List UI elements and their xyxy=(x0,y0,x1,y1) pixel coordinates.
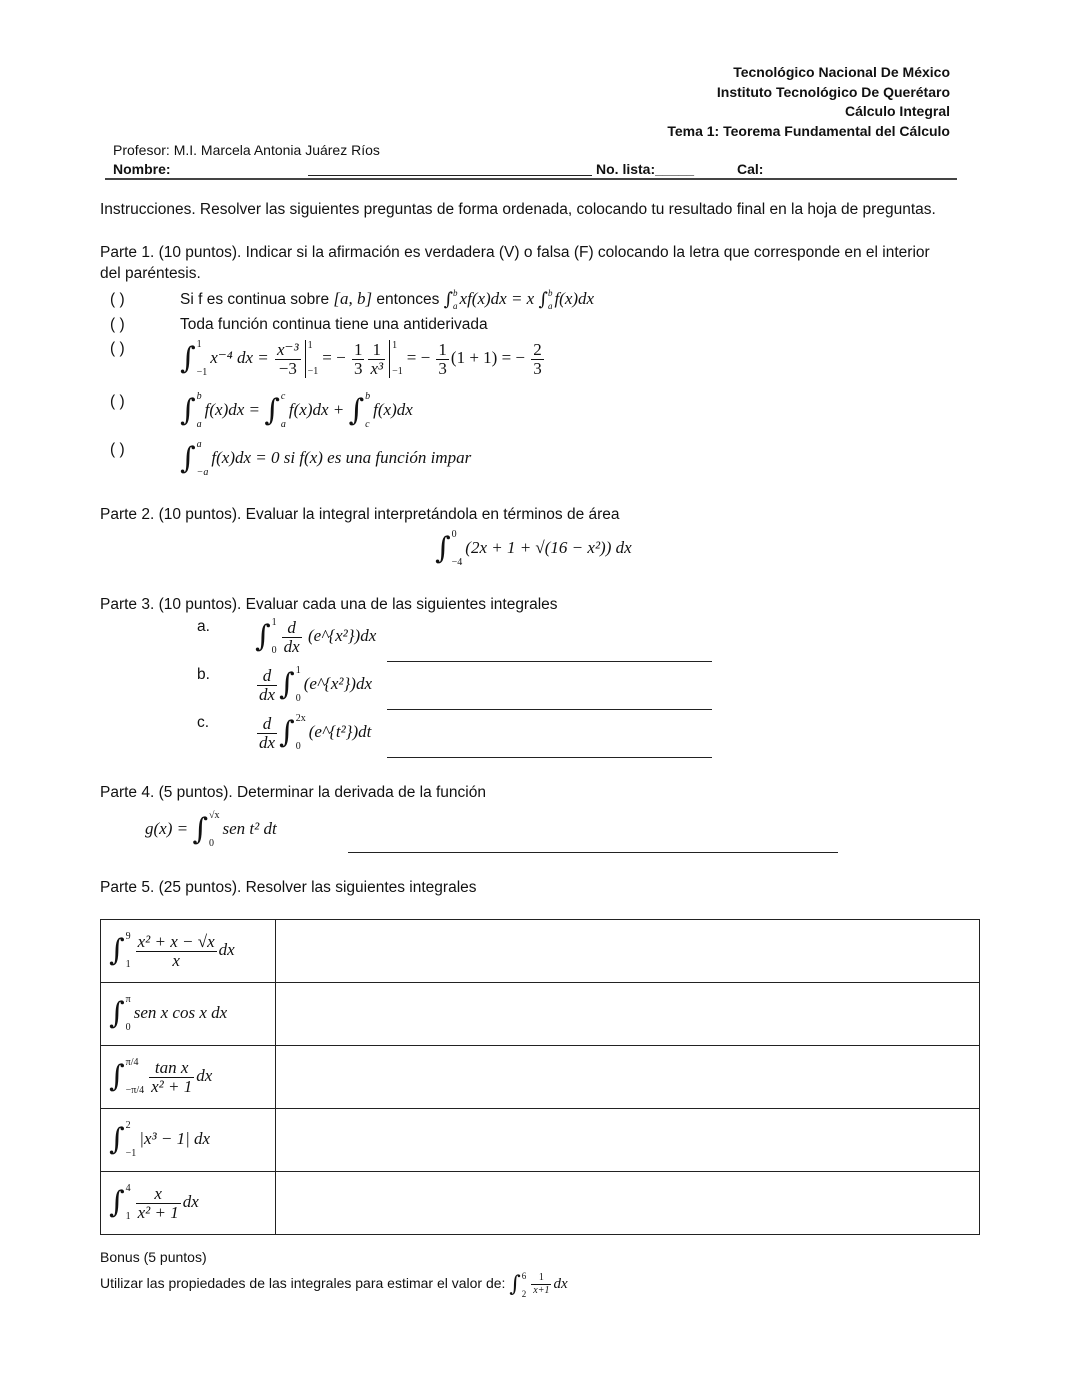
table-row xyxy=(101,1046,980,1109)
campus-name: Instituto Tecnológico De Querétaro xyxy=(716,84,950,100)
answer-line-a[interactable] xyxy=(387,661,712,662)
evaluation-bar: 1 −1 xyxy=(389,340,403,378)
rhs-integrand: f(x)dx xyxy=(554,289,595,309)
integral-sign-icon: ∫ 1 0 xyxy=(279,665,301,704)
professor-name: Profesor: M.I. Marcela Antonia Juárez Ríos xyxy=(113,142,380,158)
answer-paren-2[interactable]: ( ) xyxy=(110,316,125,333)
integral-sign-icon: ∫ b a xyxy=(538,288,553,311)
integral-cell: ∫ 4 1 $\frac{x}{\text{x² + 1}}$ dx xyxy=(101,1172,276,1235)
table-row xyxy=(101,1172,980,1235)
statement-4: ∫ b a f(x)dx = ∫ c a f(x)dx + ∫ b c f(x)dx xyxy=(180,391,413,430)
integral-cell: ∫ 2 −1 |x³ − 1| dx xyxy=(101,1109,276,1172)
integral-sign-icon: ∫ 1 0 xyxy=(255,617,277,656)
part5-table xyxy=(100,919,980,1235)
item-a-expression: ∫ 1 0 $\frac{d}{dx}$ (e^{x²})dx xyxy=(255,617,377,656)
integral-cell: ∫ π/4 −π/4 $\frac{\text{tan x}}{\text{x² + 1}}$ dx xyxy=(101,1046,276,1109)
lhs-integrand: xf(x)dx = x xyxy=(459,289,535,309)
upper-limit: b xyxy=(453,288,458,298)
statement-5: ∫ a −a f(x)dx = 0 si f(x) es una función impar xyxy=(180,439,472,478)
integral-sign-icon: ∫ 1 −1 xyxy=(180,339,208,378)
statement-1-text2: entonces xyxy=(372,291,444,309)
item-c-label: c. xyxy=(197,714,210,731)
integral-sign-icon: ∫ 4 1 xyxy=(109,1183,131,1222)
integral-sign-icon: ∫ 9 1 xyxy=(109,931,131,970)
topic-title: Tema 1: Teorema Fundamental del Cálculo xyxy=(667,123,950,139)
bonus-title: Bonus (5 puntos) xyxy=(100,1249,207,1265)
interval: [a, b] xyxy=(333,289,373,309)
table-row xyxy=(101,983,980,1046)
integral-sign-icon: ∫ c a xyxy=(264,391,286,430)
header-divider xyxy=(105,178,957,180)
integral-sign-icon: ∫ 2 −1 xyxy=(109,1120,137,1159)
integral-sign-icon: ∫ a −a xyxy=(180,439,209,478)
integral-cell: ∫ π 0 sen x cos x dx xyxy=(101,983,276,1046)
integral-sign-icon: ∫ b a xyxy=(443,288,458,311)
answer-cell[interactable] xyxy=(276,1109,980,1172)
lower-limit: a xyxy=(453,301,458,311)
bonus-text: Utilizar las propiedades de las integrales para estimar el valor de: ∫ 6 2 $\frac{1}{x+1}$ dx xyxy=(100,1270,568,1299)
part4-function: g(x) = ∫ √x 0 sen t² dt xyxy=(145,810,277,849)
integral-sign-icon: ∫ √x 0 xyxy=(192,810,220,849)
name-label: Nombre: xyxy=(113,161,171,177)
upper-limit: b xyxy=(547,288,553,298)
part2-title: Parte 2. (10 puntos). Evaluar la integral interpretándola en términos de área xyxy=(100,506,620,523)
item-a-label: a. xyxy=(197,618,210,635)
integral-sign-icon: ∫ 0 −4 xyxy=(435,529,463,568)
integral-sign-icon: ∫ b a xyxy=(180,391,202,430)
statement-3: ∫ 1 −1 x⁻⁴ dx = $\frac{\text{x⁻³}}{-3}$ 1 −1 = − $\frac{1}{3}$ $\frac{1}{\text{x³}}$ 1 −1 = − $\frac{1}{3}$ (1 + 1) = − $\frac{2}{3}$ xyxy=(180,339,542,378)
part1-title-cont: del paréntesis. xyxy=(100,265,201,282)
integral-sign-icon: ∫ 6 2 xyxy=(509,1270,527,1299)
answer-cell[interactable] xyxy=(276,983,980,1046)
item-c-expression: $\frac{d}{dx}$ ∫ 2x 0 (e^{t²})dt xyxy=(259,713,372,752)
grade-label: Cal: xyxy=(737,161,764,177)
statement-1 xyxy=(180,288,594,312)
integral-sign-icon: ∫ 2x 0 xyxy=(279,713,306,752)
instructions: Instrucciones. Resolver las siguientes preguntas de forma ordenada, colocando tu resultado final en la hoja de preguntas. xyxy=(100,201,936,218)
answer-line-b[interactable] xyxy=(387,709,712,710)
part3-title: Parte 3. (10 puntos). Evaluar cada una de las siguientes integrales xyxy=(100,596,558,613)
integral-sign-icon: ∫ b c xyxy=(348,391,371,430)
answer-line-part4[interactable] xyxy=(348,852,838,853)
institution-name: Tecnológico Nacional De México xyxy=(733,64,950,80)
part4-title: Parte 4. (5 puntos). Determinar la derivada de la función xyxy=(100,784,486,801)
answer-cell[interactable] xyxy=(276,1172,980,1235)
part1-title: Parte 1. (10 puntos). Indicar si la afirmación es verdadera (V) o falsa (F) colocando la letra que corresponde en el interior xyxy=(100,244,930,261)
statement-1-text: Si f es continua sobre xyxy=(180,291,334,309)
integral-sign-icon: ∫ π/4 −π/4 xyxy=(109,1057,145,1096)
integral-cell: ∫ 9 1 $\frac{\text{x² + x − √x}}{x}$ dx xyxy=(101,920,276,983)
answer-paren-1[interactable]: ( ) xyxy=(110,291,125,308)
answer-line-c[interactable] xyxy=(387,757,712,758)
integrand: x⁻⁴ dx = xyxy=(210,347,269,367)
integral-sign-icon: ∫ π 0 xyxy=(109,994,131,1033)
statement-2: Toda función continua tiene una antiderivada xyxy=(180,316,488,333)
part5-title: Parte 5. (25 puntos). Resolver las siguientes integrales xyxy=(100,879,477,896)
course-name: Cálculo Integral xyxy=(844,103,950,119)
answer-paren-4[interactable]: ( ) xyxy=(110,393,125,410)
answer-paren-5[interactable]: ( ) xyxy=(110,441,125,458)
table-row xyxy=(101,920,980,983)
answer-cell[interactable] xyxy=(276,1046,980,1109)
answer-cell[interactable] xyxy=(276,920,980,983)
part2-integral: ∫ 0 −4 (2x + 1 + √(16 − x²)) dx xyxy=(435,529,632,568)
answer-paren-3[interactable]: ( ) xyxy=(110,340,125,357)
item-b-label: b. xyxy=(197,666,210,683)
item-b-expression: $\frac{d}{dx}$ ∫ 1 0 (e^{x²})dx xyxy=(259,665,373,704)
name-field-line[interactable] xyxy=(308,175,592,176)
lower-limit: a xyxy=(547,301,553,311)
list-number-label: No. lista:_____ xyxy=(596,161,695,177)
evaluation-bar: 1 −1 xyxy=(305,340,319,378)
table-row xyxy=(101,1109,980,1172)
